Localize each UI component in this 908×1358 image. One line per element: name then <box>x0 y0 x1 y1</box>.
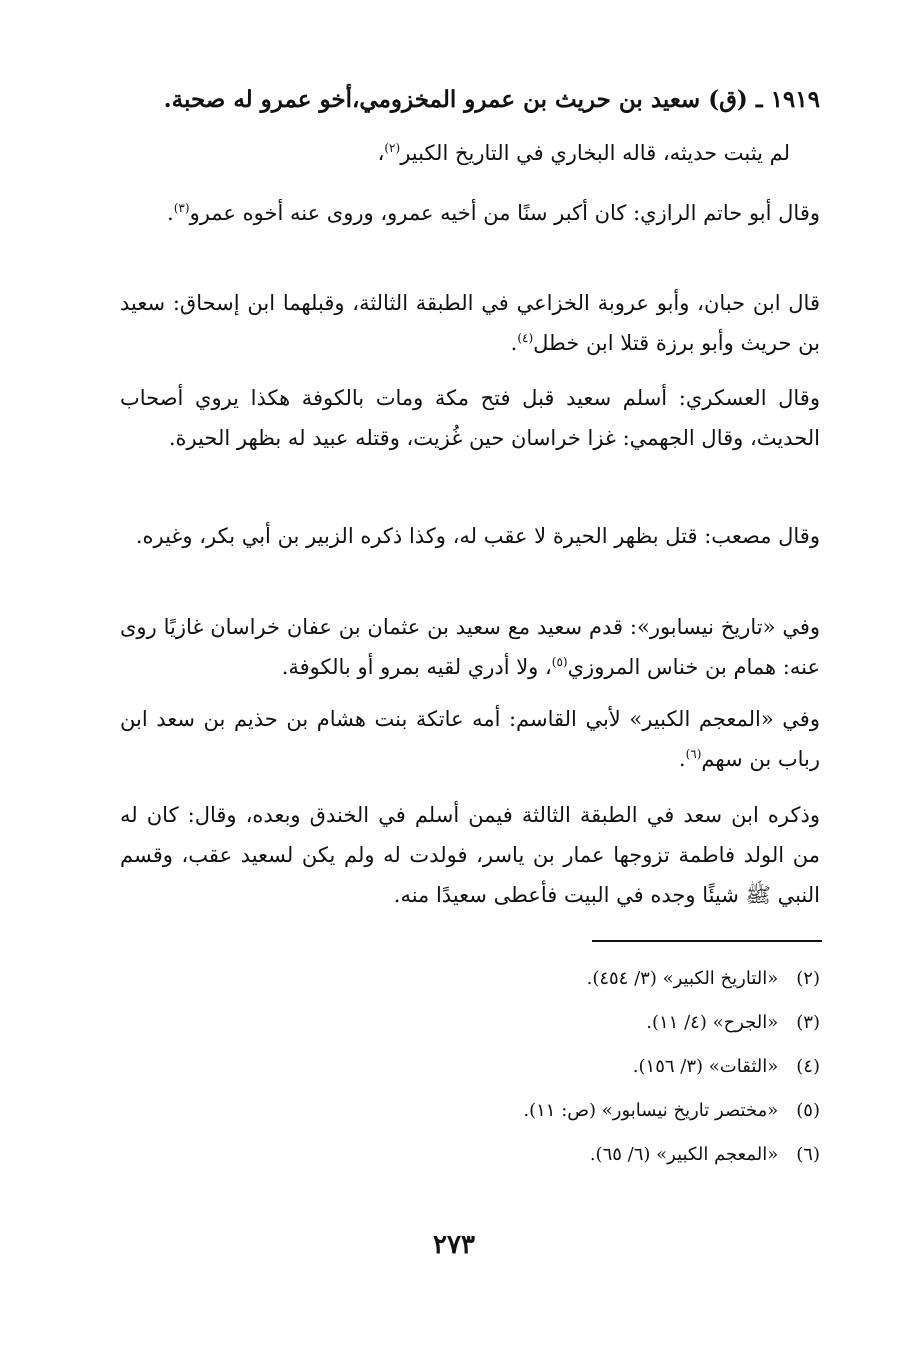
footnote-text: «التاريخ الكبير» (٣/ ٤٥٤). <box>586 968 779 989</box>
footnote-item <box>380 1001 820 1045</box>
footnote-ref: (٢) <box>384 141 401 155</box>
footnote-item <box>380 1045 820 1089</box>
footnote-item <box>380 1089 820 1133</box>
paragraph-6 <box>120 607 820 687</box>
footnote-text: «الثقات» (٣/ ١٥٦). <box>632 1056 779 1077</box>
footnote-text: «المعجم الكبير» (٦/ ٦٥). <box>589 1144 779 1165</box>
footnote-text: «مختصر تاريخ نيسابور» (ص: ١١). <box>523 1100 779 1121</box>
footnote-divider <box>592 940 822 942</box>
footnote-number: (٦) <box>796 1144 820 1165</box>
paragraph-8 <box>120 795 820 915</box>
footnotes <box>380 957 820 1177</box>
footnote-text: «الجرح» (٤/ ١١). <box>646 1012 779 1033</box>
footnote-ref: (٥) <box>551 655 568 669</box>
entry-heading: ١٩١٩ ـ (ق) سعيد بن حريث بن عمرو المخزومي،أخو عمرو له صحبة. <box>163 86 820 113</box>
footnote-item <box>380 957 820 1001</box>
paragraph-text-tail: . <box>167 201 174 225</box>
paragraph-2 <box>120 193 820 233</box>
page-number: ٢٧٣ <box>433 1230 475 1260</box>
paragraph-7 <box>120 699 820 779</box>
paragraph-text-tail: . <box>678 747 686 771</box>
paragraph-text: قال ابن حبان، وأبو عروبة الخزاعي في الطبقة الثالثة، وقبلهما ابن إسحاق: سعيد بن حريث وأبو برزة قتلا ابن خطل <box>120 291 820 355</box>
footnote-number: (٢) <box>796 968 820 989</box>
entry-heading-block <box>120 80 820 120</box>
paragraph-text: لم يثبت حديثه، قاله البخاري في التاريخ الكبير <box>400 141 790 165</box>
paragraph-3 <box>120 283 820 363</box>
footnote-ref: (٦) <box>685 747 702 761</box>
footnote-number: (٤) <box>796 1056 820 1077</box>
paragraph-text: وذكره ابن سعد في الطبقة الثالثة فيمن أسلم في الخندق وبعده، وقال: كان له من الولد فاطمة تزوجها عمار بن ياسر، فولدت له ولم يكن لسعيد عقب، وقسم النبي ﷺ شيئًا وجده في البيت فأعطى سعيدًا منه. <box>120 803 820 907</box>
paragraph-text: وفي «المعجم الكبير» لأبي القاسم: أمه عاتكة بنت هشام بن حذيم بن سعد ابن رباب بن سهم <box>120 707 820 771</box>
paragraph-text-tail: ، ولا أدري لقيه بمرو أو بالكوفة. <box>281 655 552 679</box>
paragraph-text: وفي «تاريخ نيسابور»: قدم سعيد مع سعيد بن عثمان بن عفان خراسان غازيًا روى عنه: همام بن خناس المروزي <box>120 615 820 679</box>
paragraph-text-tail: . <box>510 331 518 355</box>
paragraph-text: وقال أبو حاتم الرازي: كان أكبر سنًا من أخيه عمرو، وروى عنه أخوه عمرو <box>189 201 820 225</box>
footnote-ref: (٤) <box>517 331 534 345</box>
paragraph-text: وقال مصعب: قتل بظهر الحيرة لا عقب له، وكذا ذكره الزبير بن أبي بكر، وغيره. <box>135 524 820 548</box>
paragraph-5 <box>120 516 820 556</box>
footnote-item <box>380 1133 820 1177</box>
paragraph-text: وقال العسكري: أسلم سعيد قبل فتح مكة ومات بالكوفة هكذا يروي أصحاب الحديث، وقال الجهمي: غزا خراسان حين غُزيت، وقتله عبيد له بظهر الحيرة. <box>120 386 820 450</box>
paragraph-text-tail: ، <box>377 141 385 165</box>
footnote-ref: (٣) <box>173 201 190 215</box>
footnote-number: (٣) <box>796 1012 820 1033</box>
paragraph-4 <box>120 378 820 458</box>
paragraph-1 <box>120 133 820 173</box>
footnote-number: (٥) <box>796 1100 820 1121</box>
